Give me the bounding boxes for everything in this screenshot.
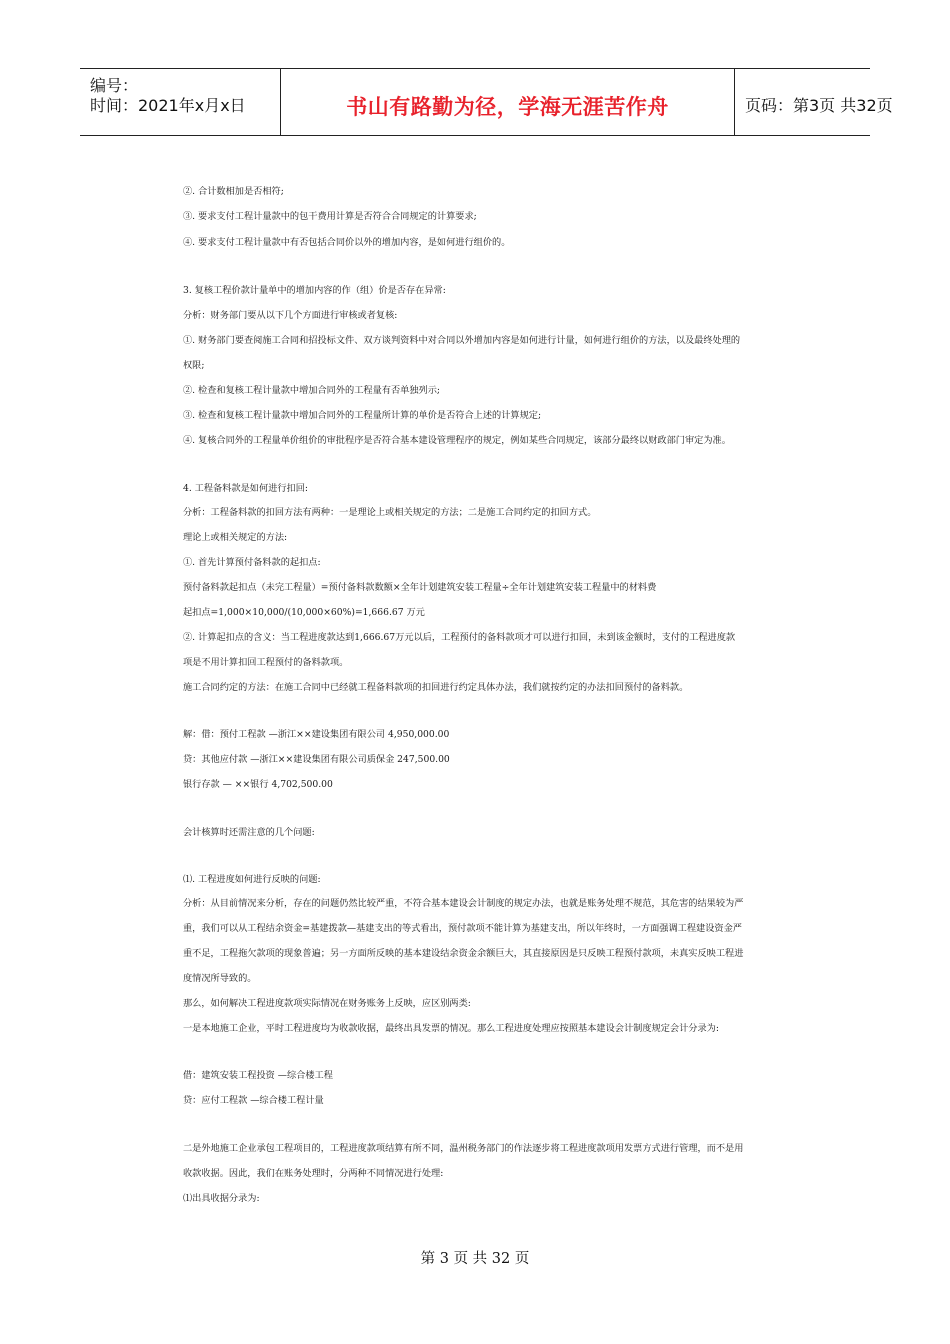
journal-entry-line: 银行存款 — ××银行 4,702,500.00 [183, 779, 333, 790]
body-line: 理论上或相关规定的方法: [183, 532, 288, 543]
body-line: 收款收据。因此，我们在账务处理时，分两种不同情况进行处理: [183, 1168, 444, 1179]
header-meta-cell [80, 69, 280, 135]
body-line: 分析：财务部门要从以下几个方面进行审核或者复核: [183, 310, 398, 321]
body-line: 重不足，工程拖欠款项的现象普遍；另一方面所反映的基本建设结余资金余额巨大，其直接原因是只反映工程预付款项，未真实反映工程进 [183, 948, 744, 959]
body-line: ①. 财务部门要查阅施工合同和招投标文件、双方谈判资料中对合同以外增加内容是如何进行计量，如何进行组价的方法，以及最终处理的 [183, 335, 741, 346]
body-line: 二是外地施工企业承包工程项目的，工程进度款项结算有所不同，温州税务部门的作法逐步将工程进度款项用发票方式进行管理，而不是用 [183, 1143, 744, 1154]
journal-entry-line: 贷：其他应付款 —浙江××建设集团有限公司质保金 247,500.00 [183, 754, 450, 765]
header-page-number: 页码：第3页 共32页 [745, 96, 893, 115]
body-line: 分析：从目前情况来分析，存在的问题仍然比较严重，不符合基本建设会计制度的规定办法，也就是账务处理不规范，其危害的结果较为严 [183, 898, 744, 909]
section-heading: 会计核算时还需注意的几个问题: [183, 827, 315, 838]
body-line: 施工合同约定的方法：在施工合同中已经就工程备料款项的扣回进行约定具体办法，我们就按约定的办法扣回预付的备料款。 [183, 682, 689, 693]
body-line: ④. 复核合同外的工程量单价组价的审批程序是否符合基本建设管理程序的规定，例如某些合同规定，该部分最终以财政部门审定为准。 [183, 435, 731, 446]
document-number-label: 编号： [90, 76, 139, 95]
formula-line: 起扣点=1,000×10,000/(10,000×60%)=1,666.67 万元 [183, 607, 425, 618]
header-page-cell [735, 69, 893, 135]
journal-entry-line: 借：建筑安装工程投资 —综合楼工程 [183, 1070, 333, 1081]
page-footer: 第 3 页 共 32 页 [420, 1251, 530, 1267]
journal-entry-line: 贷：应付工程款 —综合楼工程计量 [183, 1095, 324, 1106]
document-date-label: 时间：2021年x月x日 [90, 96, 246, 115]
section-heading: 4. 工程备料款是如何进行扣回: [183, 483, 309, 494]
body-line: 项是不用计算扣回工程预付的备料款项。 [183, 657, 349, 668]
body-line: ③. 要求支付工程计量款中的包干费用计算是否符合合同规定的计算要求; [183, 211, 477, 222]
journal-entry-line: 解：借：预付工程款 —浙江××建设集团有限公司 4,950,000.00 [183, 729, 450, 740]
body-line: ②. 计算起扣点的含义：当工程进度款达到1,666.67万元以后，工程预付的备料款项才可以进行扣回，未到该金额时，支付的工程进度款 [183, 632, 736, 643]
body-line: 一是本地施工企业，平时工程进度均为收款收据，最终出具发票的情况。那么工程进度处理应按照基本建设会计制度规定会计分录为: [183, 1023, 719, 1034]
body-line: 那么，如何解决工程进度款项实际情况在财务账务上反映，应区别两类: [183, 998, 471, 1009]
section-heading: ⑴. 工程进度如何进行反映的问题: [183, 874, 321, 885]
body-line: ④. 要求支付工程计量款中有否包括合同价以外的增加内容，是如何进行组价的。 [183, 237, 511, 248]
page-header [80, 68, 893, 136]
header-motto-cell [280, 69, 735, 135]
body-line: 重，我们可以从工程结余资金=基建拨款—基建支出的等式看出，预付款项不能计算为基建支出，所以年终时，一方面强调工程建设资金严 [183, 923, 742, 934]
body-line: ②. 检查和复核工程计量款中增加合同外的工程量有否单独列示; [183, 385, 440, 396]
header-motto: 书山有路勤为径，学海无涯苦作舟 [346, 95, 669, 119]
body-line: 度情况所导致的。 [183, 973, 257, 984]
section-heading: 3. 复核工程价款计量单中的增加内容的作（组）价是否存在异常: [183, 285, 446, 296]
body-line: ①. 首先计算预付备料款的起扣点: [183, 557, 321, 568]
body-line: ⑴出具收据分录为: [183, 1193, 260, 1204]
body-line: ②. 合计数相加是否相符; [183, 186, 284, 197]
body-line: 分析：工程备料款的扣回方法有两种：一是理论上或相关规定的方法；二是施工合同约定的扣回方式。 [183, 507, 597, 518]
body-line: ③. 检查和复核工程计量款中增加合同外的工程量所计算的单价是否符合上述的计算规定; [183, 410, 542, 421]
body-line: 权限; [183, 360, 205, 371]
formula-line: 预付备料款起扣点（未完工程量）=预付备料款数额×全年计划建筑安装工程量÷全年计划建筑安装工程量中的材料费 [183, 582, 657, 593]
